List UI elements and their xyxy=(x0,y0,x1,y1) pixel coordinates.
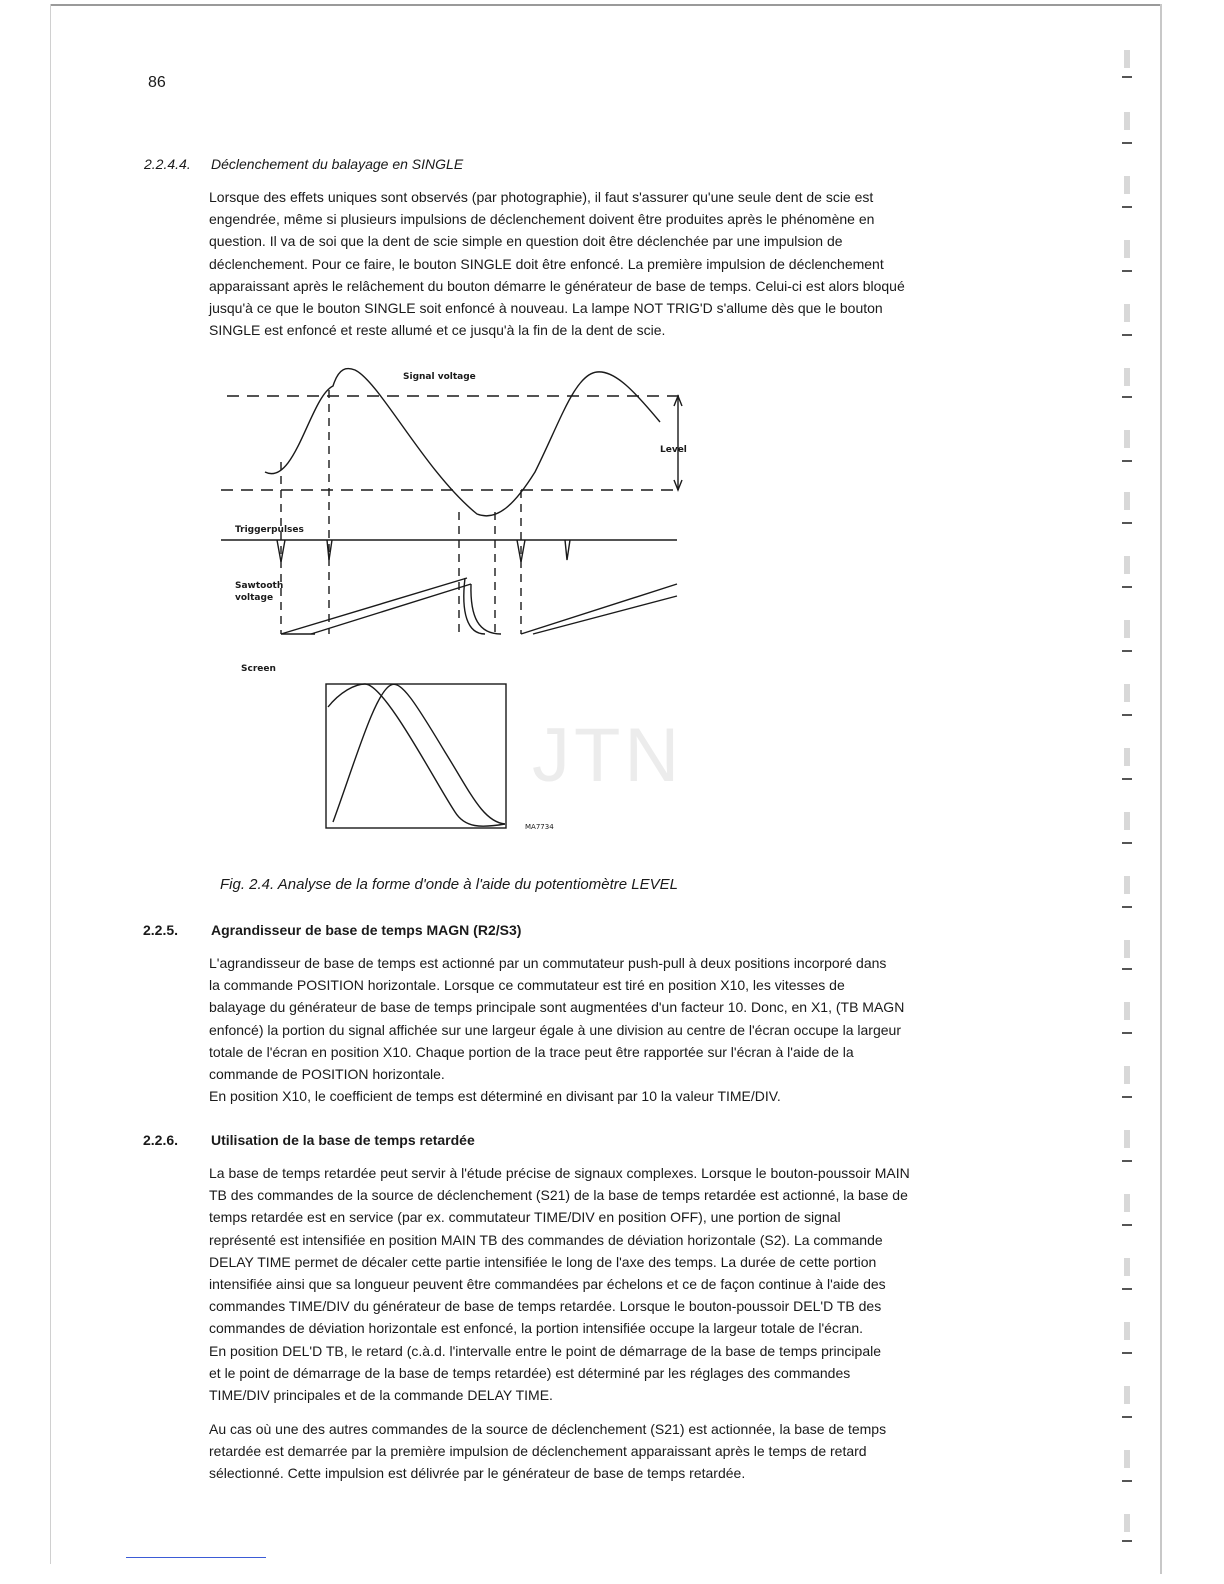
signal-wave xyxy=(265,369,660,516)
label-level: Level xyxy=(660,445,687,455)
margin-marks xyxy=(1122,40,1138,1580)
section-title: Déclenchement du balayage en SINGLE xyxy=(211,156,464,172)
text-line: intensifiée ainsi que sa longueur peuvent être commandées par échelons et ce de façon continue à l'aide des xyxy=(209,1276,886,1293)
text-line: L'agrandisseur de base de temps est actionné par un commutateur push-pull à deux positions incorporé dans xyxy=(209,955,887,971)
text-line: sélectionné. Cette impulsion est délivrée par le générateur de base de temps retardée. xyxy=(209,1465,746,1482)
figure-caption: Fig. 2.4. Analyse de la forme d'onde à l'aide du potentiomètre LEVEL xyxy=(220,876,678,893)
text-line: question. Il va de soi que la dent de scie simple en question doit être déclenchée par une impulsion de xyxy=(209,233,843,250)
text-line: totale de l'écran en position X10. Chaque portion de la trace peut être rapportée sur l'écran à l'aide de la xyxy=(209,1043,854,1060)
text-line: représenté est intensifiée en position MAIN TB des commandes de déviation horizontale (S2). La commande xyxy=(209,1231,883,1248)
text-line: commandes de déviation horizontale est enfoncé, la portion intensifiée occupe la largeur totale de l'écran. xyxy=(209,1320,864,1337)
section-paragraph xyxy=(209,952,1049,1107)
label-trigger-pulses: Triggerpulses xyxy=(235,525,304,535)
trigger-pulse xyxy=(565,540,570,560)
page-border-right xyxy=(1160,4,1162,1574)
label-sawtooth: Sawtooth xyxy=(235,581,284,591)
sawtooth-ramp xyxy=(281,578,467,634)
figure-reference: MA7734 xyxy=(525,823,554,831)
sawtooth-flyback xyxy=(464,578,485,634)
footer-rule xyxy=(126,1557,266,1558)
page-border-left xyxy=(50,4,51,1564)
text-line: retardée est demarrée par la première impulsion de déclenchement apparaissant après le temps de retard xyxy=(209,1443,867,1460)
screen-trace xyxy=(333,684,505,824)
label-screen: Screen xyxy=(241,664,276,674)
text-line: commandes TIME/DIV du générateur de base de temps retardée. Lorsque le bouton-poussoir DEL'D TB des xyxy=(209,1298,882,1315)
watermark: JTN xyxy=(532,713,684,798)
text-line: enfoncé) la portion du signal affichée sur une largeur égale à une division au centre de l'écran occupe la largeur xyxy=(209,1021,901,1038)
text-line: engendrée, même si plusieurs impulsions de déclenchement doivent être produites après le phénomène en xyxy=(209,211,875,228)
text-line: la commande POSITION horizontale. Lorsque ce commutateur est tiré en position X10, les vitesses de xyxy=(209,977,845,994)
text-line: Lorsque des effets uniques sont observés (par photographie), il faut s'assurer qu'une seule dent de scie est xyxy=(209,189,874,205)
section-paragraph xyxy=(209,1162,1049,1406)
text-line: commande de POSITION horizontale. xyxy=(209,1066,445,1083)
text-line: déclenchement. Pour ce faire, le bouton SINGLE doit être enfoncé. La première impulsion de déclenchement xyxy=(209,255,884,272)
sawtooth-ramp xyxy=(533,596,677,634)
section-title: Utilisation de la base de temps retardée xyxy=(211,1132,475,1148)
text-line: La base de temps retardée peut servir à l'étude précise de signaux complexes. Lorsque le bouton-poussoir MAIN xyxy=(209,1165,910,1181)
section-title: Agrandisseur de base de temps MAGN (R2/S3) xyxy=(211,922,522,938)
text-line: balayage du générateur de base de temps principale sont augmentées d'un facteur 10. Donc, en X1, (TB MAGN xyxy=(209,999,905,1016)
section-number: 2.2.4.4. xyxy=(144,156,191,172)
section-number: 2.2.6. xyxy=(143,1132,179,1148)
text-line: temps retardée est en service (par ex. commutateur TIME/DIV en position OFF), une portion de signal xyxy=(209,1209,841,1226)
text-line: jusqu'à ce que le bouton SINGLE soit enfoncé à nouveau. La lampe NOT TRIG'D s'allume dès que le bouton xyxy=(209,300,883,317)
section-paragraph xyxy=(209,186,1049,341)
sawtooth-flyback xyxy=(471,584,501,634)
text-line: En position X10, le coefficient de temps est déterminé en divisant par 10 la valeur TIME/DIV. xyxy=(209,1088,781,1105)
text-line: En position DEL'D TB, le retard (c.à.d. l'intervalle entre le point de démarrage de la base de temps principale xyxy=(209,1342,882,1359)
text-line: TIME/DIV principales et de la commande DELAY TIME. xyxy=(209,1387,553,1404)
label-voltage: voltage xyxy=(235,593,274,603)
sawtooth-ramp xyxy=(521,584,677,634)
label-signal-voltage: Signal voltage xyxy=(403,372,476,382)
text-line: DELAY TIME permet de décaler cette partie intensifiée le long de l'axe des temps. La durée de cette portion xyxy=(209,1253,877,1270)
section-number: 2.2.5. xyxy=(143,922,179,938)
text-line: TB des commandes de la source de déclenchement (S21) de la base de temps retardée est actionné, la base de xyxy=(209,1187,908,1204)
text-line: apparaissant après le relâchement du bouton démarre le générateur de base de temps. Celui-ci est alors bloqué xyxy=(209,277,905,294)
page-number: 86 xyxy=(148,74,166,91)
sawtooth-ramp xyxy=(311,584,471,634)
text-line: et le point de démarrage de la base de temps retardée) est déterminé par les réglages des commandes xyxy=(209,1364,851,1381)
text-line: Au cas où une des autres commandes de la source de déclenchement (S21) est actionnée, la base de temps xyxy=(209,1421,887,1437)
section-paragraph xyxy=(209,1418,1049,1485)
page-border-top xyxy=(50,4,1162,6)
text-line: SINGLE est enfoncé et reste allumé et ce jusqu'à la fin de la dent de scie. xyxy=(209,322,666,339)
